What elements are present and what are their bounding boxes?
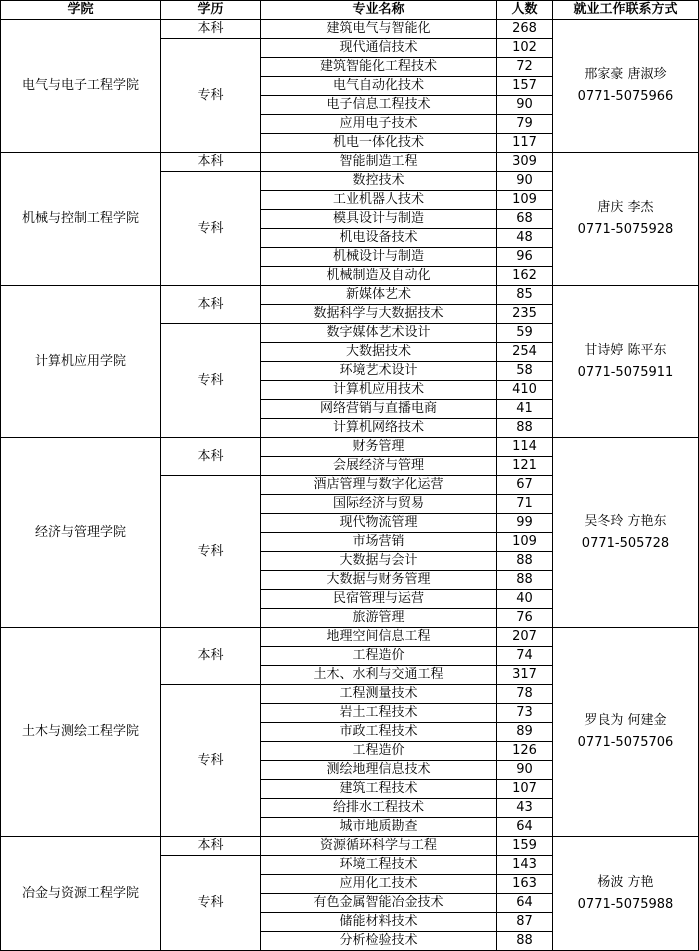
student-count: 89 bbox=[497, 723, 553, 742]
college-name: 机械与控制工程学院 bbox=[1, 153, 161, 286]
major-name: 电子信息工程技术 bbox=[261, 96, 497, 115]
major-name: 机电一体化技术 bbox=[261, 134, 497, 153]
major-name: 计算机应用技术 bbox=[261, 381, 497, 400]
major-name: 分析检验技术 bbox=[261, 932, 497, 951]
student-count: 117 bbox=[497, 134, 553, 153]
student-count: 317 bbox=[497, 666, 553, 685]
major-name: 旅游管理 bbox=[261, 609, 497, 628]
degree-level: 本科 bbox=[161, 438, 261, 476]
header-contact: 就业工作联系方式 bbox=[553, 1, 699, 20]
major-name: 测绘地理信息技术 bbox=[261, 761, 497, 780]
student-count: 114 bbox=[497, 438, 553, 457]
major-name: 新媒体艺术 bbox=[261, 286, 497, 305]
major-name: 现代通信技术 bbox=[261, 39, 497, 58]
major-name: 大数据与会计 bbox=[261, 552, 497, 571]
student-count: 157 bbox=[497, 77, 553, 96]
major-name: 市政工程技术 bbox=[261, 723, 497, 742]
major-name: 国际经济与贸易 bbox=[261, 495, 497, 514]
student-count: 87 bbox=[497, 913, 553, 932]
major-name: 有色金属智能冶金技术 bbox=[261, 894, 497, 913]
student-count: 43 bbox=[497, 799, 553, 818]
contact-names: 唐庆 李杰 bbox=[597, 200, 654, 215]
degree-level: 本科 bbox=[161, 153, 261, 172]
student-count: 109 bbox=[497, 533, 553, 552]
major-name: 电气自动化技术 bbox=[261, 77, 497, 96]
contact-phone: 0771-5075988 bbox=[577, 896, 674, 912]
student-count: 40 bbox=[497, 590, 553, 609]
table-row bbox=[1, 628, 699, 647]
major-name: 计算机网络技术 bbox=[261, 419, 497, 438]
student-count: 88 bbox=[497, 419, 553, 438]
table-row bbox=[1, 837, 699, 856]
major-name: 工程造价 bbox=[261, 742, 497, 761]
table-row bbox=[1, 20, 699, 39]
degree-level: 本科 bbox=[161, 837, 261, 856]
student-count: 107 bbox=[497, 780, 553, 799]
student-count: 102 bbox=[497, 39, 553, 58]
student-count: 88 bbox=[497, 552, 553, 571]
major-name: 储能材料技术 bbox=[261, 913, 497, 932]
contact-names: 杨波 方艳 bbox=[597, 874, 654, 890]
student-count: 90 bbox=[497, 96, 553, 115]
student-count: 79 bbox=[497, 115, 553, 134]
contact-phone: 0771-5075966 bbox=[577, 89, 674, 104]
student-count: 71 bbox=[497, 495, 553, 514]
degree-level: 专科 bbox=[161, 172, 261, 286]
degree-level: 专科 bbox=[161, 856, 261, 951]
student-count: 59 bbox=[497, 324, 553, 343]
major-name: 数据科学与大数据技术 bbox=[261, 305, 497, 324]
table-header bbox=[1, 1, 699, 20]
major-name: 智能制造工程 bbox=[261, 153, 497, 172]
major-name: 应用化工技术 bbox=[261, 875, 497, 894]
contact-info bbox=[553, 286, 699, 438]
contact-names: 吴冬玲 方艳东 bbox=[584, 513, 667, 529]
major-name: 市场营销 bbox=[261, 533, 497, 552]
student-count: 41 bbox=[497, 400, 553, 419]
major-name: 模具设计与制造 bbox=[261, 210, 497, 229]
student-count: 64 bbox=[497, 894, 553, 913]
degree-level: 专科 bbox=[161, 476, 261, 628]
contact-names: 甘诗婷 陈平东 bbox=[584, 342, 667, 358]
major-name: 岩土工程技术 bbox=[261, 704, 497, 723]
student-count: 143 bbox=[497, 856, 553, 875]
contact-phone: 0771-505728 bbox=[581, 535, 670, 551]
student-count: 109 bbox=[497, 191, 553, 210]
contact-info bbox=[553, 628, 699, 837]
major-name: 会展经济与管理 bbox=[261, 457, 497, 476]
major-name: 机械设计与制造 bbox=[261, 248, 497, 267]
contact-phone: 0771-5075911 bbox=[577, 364, 674, 380]
header-college: 学院 bbox=[1, 1, 161, 20]
header-count: 人数 bbox=[497, 1, 553, 20]
major-name: 酒店管理与数字化运营 bbox=[261, 476, 497, 495]
student-count: 68 bbox=[497, 210, 553, 229]
degree-level: 本科 bbox=[161, 286, 261, 324]
student-count: 78 bbox=[497, 685, 553, 704]
major-name: 数字媒体艺术设计 bbox=[261, 324, 497, 343]
student-count: 48 bbox=[497, 229, 553, 248]
major-name: 工程测量技术 bbox=[261, 685, 497, 704]
contact-info bbox=[553, 837, 699, 951]
student-count: 163 bbox=[497, 875, 553, 894]
major-name: 网络营销与直播电商 bbox=[261, 400, 497, 419]
student-count: 159 bbox=[497, 837, 553, 856]
major-name: 资源循环科学与工程 bbox=[261, 837, 497, 856]
degree-level: 专科 bbox=[161, 324, 261, 438]
student-count: 74 bbox=[497, 647, 553, 666]
major-name: 财务管理 bbox=[261, 438, 497, 457]
major-name: 土木、水利与交通工程 bbox=[261, 666, 497, 685]
college-name: 电气与电子工程学院 bbox=[1, 20, 161, 153]
major-name: 建筑工程技术 bbox=[261, 780, 497, 799]
college-name: 计算机应用学院 bbox=[1, 286, 161, 438]
student-count: 235 bbox=[497, 305, 553, 324]
contact-info bbox=[553, 20, 699, 153]
student-count: 268 bbox=[497, 20, 553, 39]
student-count: 85 bbox=[497, 286, 553, 305]
student-count: 67 bbox=[497, 476, 553, 495]
degree-level: 专科 bbox=[161, 685, 261, 837]
student-count: 58 bbox=[497, 362, 553, 381]
student-count: 88 bbox=[497, 571, 553, 590]
student-count: 90 bbox=[497, 761, 553, 780]
student-count: 309 bbox=[497, 153, 553, 172]
header-row bbox=[1, 1, 699, 20]
major-name: 应用电子技术 bbox=[261, 115, 497, 134]
student-count: 72 bbox=[497, 58, 553, 77]
major-name: 城市地质勘查 bbox=[261, 818, 497, 837]
student-count: 410 bbox=[497, 381, 553, 400]
major-name: 大数据与财务管理 bbox=[261, 571, 497, 590]
student-count: 76 bbox=[497, 609, 553, 628]
major-name: 建筑电气与智能化 bbox=[261, 20, 497, 39]
contact-info bbox=[553, 438, 699, 628]
degree-level: 本科 bbox=[161, 628, 261, 685]
college-name: 经济与管理学院 bbox=[1, 438, 161, 628]
student-count: 99 bbox=[497, 514, 553, 533]
major-name: 大数据技术 bbox=[261, 343, 497, 362]
student-count: 126 bbox=[497, 742, 553, 761]
contact-info bbox=[553, 153, 699, 286]
college-name: 冶金与资源工程学院 bbox=[1, 837, 161, 951]
student-count: 254 bbox=[497, 343, 553, 362]
contact-names: 罗良为 何建金 bbox=[584, 713, 667, 728]
degree-level: 专科 bbox=[161, 39, 261, 153]
degree-level: 本科 bbox=[161, 20, 261, 39]
contact-names: 邢家豪 唐淑珍 bbox=[584, 67, 667, 82]
major-name: 机械制造及自动化 bbox=[261, 267, 497, 286]
student-count: 162 bbox=[497, 267, 553, 286]
major-name: 建筑智能化工程技术 bbox=[261, 58, 497, 77]
major-name: 机电设备技术 bbox=[261, 229, 497, 248]
major-name: 工业机器人技术 bbox=[261, 191, 497, 210]
major-name: 环境工程技术 bbox=[261, 856, 497, 875]
table-row bbox=[1, 153, 699, 172]
student-count: 90 bbox=[497, 172, 553, 191]
table-body bbox=[1, 20, 699, 951]
college-name: 土木与测绘工程学院 bbox=[1, 628, 161, 837]
header-major: 专业名称 bbox=[261, 1, 497, 20]
major-name: 工程造价 bbox=[261, 647, 497, 666]
major-name: 地理空间信息工程 bbox=[261, 628, 497, 647]
header-degree: 学历 bbox=[161, 1, 261, 20]
student-count: 96 bbox=[497, 248, 553, 267]
major-name: 环境艺术设计 bbox=[261, 362, 497, 381]
table-row bbox=[1, 286, 699, 305]
student-count: 73 bbox=[497, 704, 553, 723]
major-name: 给排水工程技术 bbox=[261, 799, 497, 818]
student-count: 64 bbox=[497, 818, 553, 837]
student-count: 121 bbox=[497, 457, 553, 476]
student-count: 207 bbox=[497, 628, 553, 647]
contact-phone: 0771-5075928 bbox=[577, 222, 674, 237]
student-count: 88 bbox=[497, 932, 553, 951]
contact-phone: 0771-5075706 bbox=[577, 735, 674, 750]
major-name: 民宿管理与运营 bbox=[261, 590, 497, 609]
major-name: 现代物流管理 bbox=[261, 514, 497, 533]
table-row bbox=[1, 438, 699, 457]
major-name: 数控技术 bbox=[261, 172, 497, 191]
